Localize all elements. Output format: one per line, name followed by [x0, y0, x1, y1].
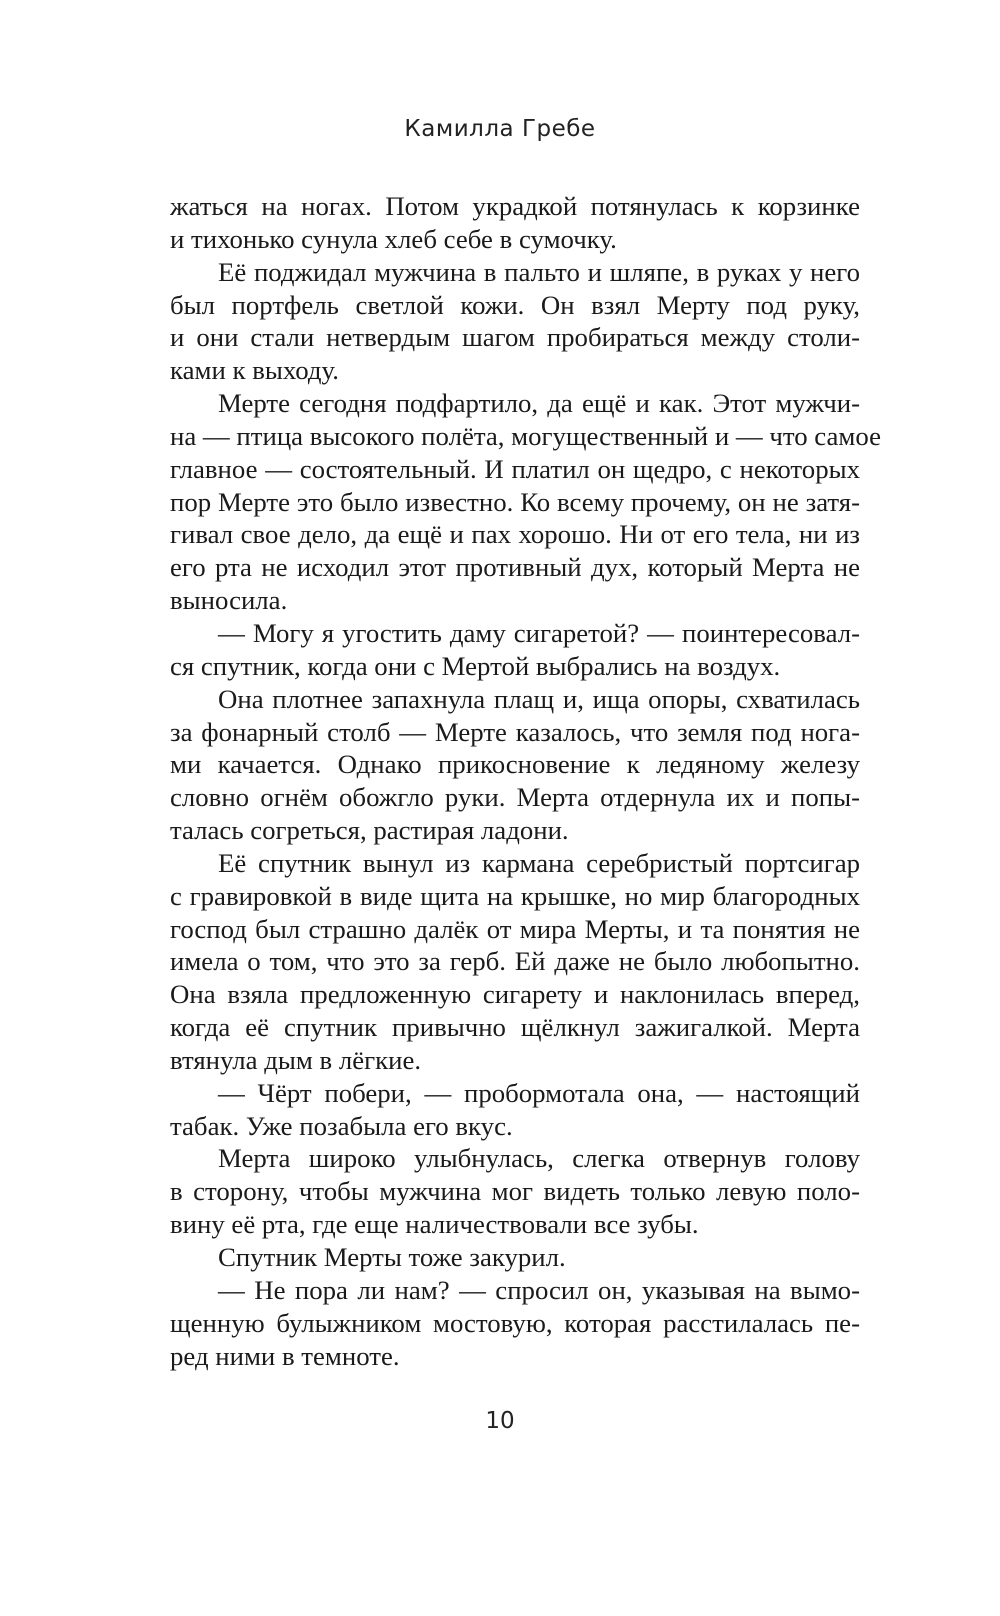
text-line: ред ними в темноте. [170, 1340, 400, 1371]
text-line: ся спутник, когда они с Мертой выбрались на воздух. [170, 650, 781, 681]
text-line: когда её спутник привычно щёлкнул зажигалкой. Мерта [170, 1012, 860, 1043]
text-line: гивал свое дело, да ещё и пах хорошо. Ни от его тела, ни из [170, 519, 860, 550]
body-text [170, 190, 881, 1372]
text-line: его рта не исходил этот противный дух, который Мерта не [170, 552, 860, 583]
text-line: выносила. [170, 585, 288, 616]
text-line: в сторону, чтобы мужчина мог видеть только левую поло- [170, 1176, 860, 1207]
text-line: — Чёрт побери, — пробормотала она, — настоящий [218, 1077, 860, 1108]
text-line: ками к выходу. [170, 355, 339, 386]
text-line: на — птица высокого полёта, могущественный и — что самое [170, 420, 881, 451]
text-line: главное — состоятельный. И платил он щедро, с некоторых [170, 453, 860, 484]
running-head-title: Камилла Гребе [404, 116, 596, 142]
text-line: и они стали нетвердым шагом пробираться между столи- [170, 322, 860, 353]
text-line: табак. Уже позабыла его вкус. [170, 1110, 513, 1141]
text-line: талась согреться, растирая ладони. [170, 815, 569, 846]
text-line: Спутник Мерты тоже закурил. [218, 1242, 566, 1272]
text-line: — Могу я угостить даму сигаретой? — поинтересовал- [218, 617, 860, 648]
text-line: был портфель светлой кожи. Он взял Мерту под руку, [170, 289, 860, 320]
text-line: — Не пора ли нам? — спросил он, указывая на вымо- [218, 1274, 860, 1305]
text-line: Мерта широко улыбнулась, слегка отвернув голову [218, 1143, 860, 1174]
text-line: за фонарный столб — Мерте казалось, что земля под нога- [170, 716, 860, 747]
text-line: словно огнём обожгло руки. Мерта отдернула их и попы- [170, 782, 860, 813]
text-line: Её поджидал мужчина в пальто и шляпе, в руках у него [218, 256, 860, 287]
text-line: ми качается. Однако прикосновение к ледяному железу [170, 749, 860, 780]
text-line: Её спутник вынул из кармана серебристый портсигар [218, 847, 860, 878]
text-line: вину её рта, где еще наличествовали все зубы. [170, 1209, 699, 1240]
text-line: втянула дым в лёгкие. [170, 1044, 422, 1075]
text-line: с гравировкой в виде щита на крышке, но мир благородных [170, 880, 860, 911]
text-line: жаться на ногах. Потом украдкой потянулась к корзинке [170, 191, 860, 221]
text-line: Она взяла предложенную сигарету и наклонилась вперед, [170, 979, 860, 1010]
text-line: господ был страшно далёк от мира Мерты, и та понятия не [170, 913, 860, 944]
text-line: щенную булыжником мостовую, которая расстилалась пе- [170, 1307, 860, 1338]
text-line: Мерте сегодня подфартило, да ещё и как. Этот мужчи- [218, 388, 860, 419]
text-line: Она плотнее запахнула плащ и, ища опоры, схватилась [218, 683, 860, 714]
text-line: и тихонько сунула хлеб себе в сумочку. [170, 223, 617, 254]
text-line: имела о том, что это за герб. Ей даже не было любопытно. [170, 946, 860, 977]
page-number: 10 [485, 1408, 515, 1434]
text-line: пор Мерте это было известно. Ко всему прочему, он не затя- [170, 486, 860, 517]
